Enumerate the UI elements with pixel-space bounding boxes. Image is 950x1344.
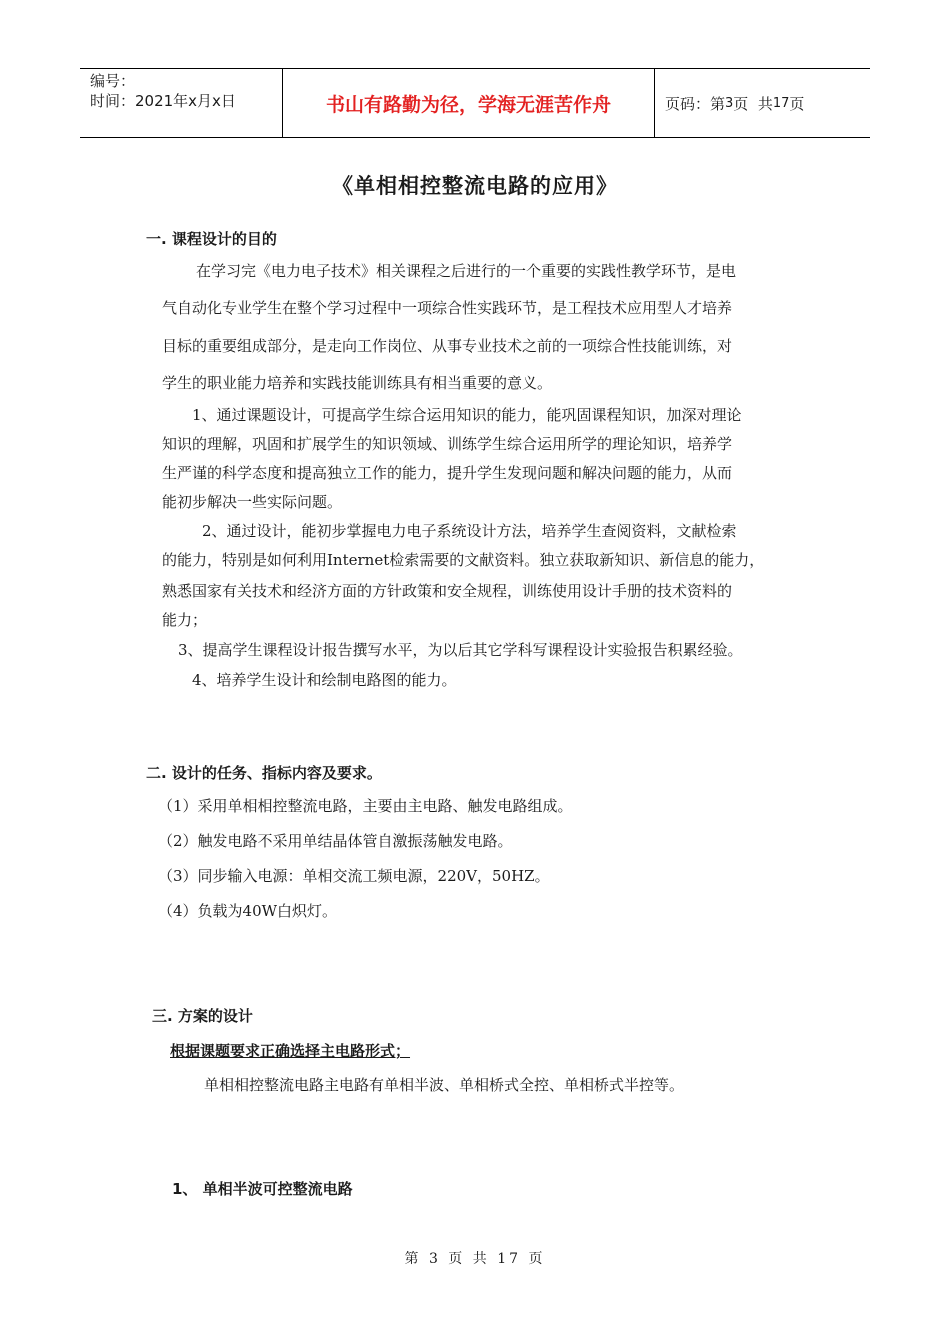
section1-item3: 3、提高学生课程设计报告撰写水平，为以后其它学科写课程设计实验报告积累经验。 — [178, 641, 743, 659]
section1-item4: 4、培养学生设计和绘制电路图的能力。 — [192, 671, 457, 689]
section2-item: （2）触发电路不采用单结晶体管自激振荡触发电路。 — [158, 832, 513, 850]
section2-item: （1）采用单相相控整流电路，主要由主电路、触发电路组成。 — [158, 797, 573, 815]
number-label: 编号： — [90, 72, 136, 90]
section1-heading: 一. 课程设计的目的 — [146, 230, 277, 248]
page-suffix: 页 — [789, 94, 805, 113]
page-total: 17 — [772, 95, 790, 111]
header-table — [80, 68, 870, 138]
section1-item2-line: 的能力，特别是如何利用Internet检索需要的文献资料。独立获取新知识、新信息的能力， — [162, 551, 765, 569]
time-label: 时间：2021年x月x日 — [90, 92, 236, 110]
section2-item: （3）同步输入电源：单相交流工频电源，220V，50HZ。 — [158, 867, 550, 885]
section2-heading: 二. 设计的任务、指标内容及要求。 — [146, 764, 382, 782]
page-footer: 第 3 页 共 17 页 — [404, 1251, 546, 1267]
header-motto: 书山有路勤为径，学海无涯苦作舟 — [325, 93, 611, 116]
section1-para-line: 学生的职业能力培养和实践技能训练具有相当重要的意义。 — [162, 374, 553, 392]
page-prefix: 页码：第 — [665, 94, 726, 113]
section3-heading: 三. 方案的设计 — [152, 1007, 253, 1025]
section1-para-line: 在学习完《电力电子技术》相关课程之后进行的一个重要的实践性教学环节，是电 — [196, 262, 737, 280]
section1-para-line: 气自动化专业学生在整个学习过程中一项综合性实践环节，是工程技术应用型人才培养 — [162, 299, 733, 317]
header-left-cell — [80, 69, 282, 137]
page-mid: 页 共 — [733, 94, 773, 113]
section1-item2-line: 熟悉国家有关技术和经济方面的方针政策和安全规程，训练使用设计手册的技术资料的 — [162, 582, 733, 600]
document-title: 《单相相控整流电路的应用》 — [332, 173, 618, 198]
section1-item1-line: 1、通过课题设计，可提高学生综合运用知识的能力，能巩固课程知识，加深对理论 — [192, 406, 742, 424]
section3-subheading: 根据课题要求正确选择主电路形式； — [170, 1042, 411, 1060]
section3-sub1-heading: 1、 单相半波可控整流电路 — [172, 1180, 353, 1198]
page-current: 3 — [725, 95, 734, 111]
section2-item: （4）负载为40W白炽灯。 — [158, 902, 338, 920]
section1-item1-line: 知识的理解，巩固和扩展学生的知识领域、训练学生综合运用所学的理论知识，培养学 — [162, 435, 733, 453]
section1-item1-line: 生严谨的科学态度和提高独立工作的能力，提升学生发现问题和解决问题的能力，从而 — [162, 464, 733, 482]
section1-item2-line: 能力； — [162, 611, 208, 629]
section3-para: 单相相控整流电路主电路有单相半波、单相桥式全控、单相桥式半控等。 — [204, 1076, 685, 1094]
header-page-cell — [655, 69, 870, 137]
section1-para-line: 目标的重要组成部分，是走向工作岗位、从事专业技术之前的一项综合性技能训练，对 — [162, 337, 733, 355]
section1-item2-line: 2、通过设计，能初步掌握电力电子系统设计方法，培养学生查阅资料，文献检索 — [202, 522, 737, 540]
header-motto-cell — [282, 69, 655, 137]
section1-item1-line: 能初步解决一些实际问题。 — [162, 493, 343, 511]
